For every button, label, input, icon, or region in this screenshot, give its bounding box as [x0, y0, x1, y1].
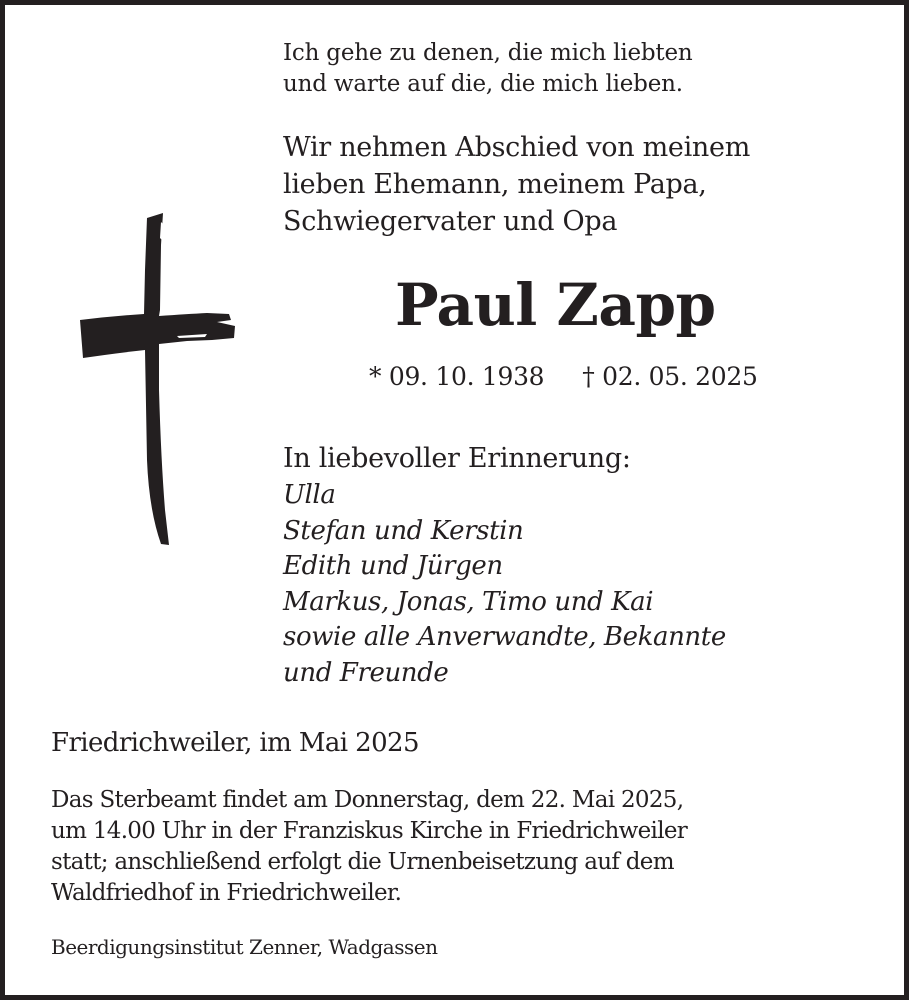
memory-heading: In liebevoller Erinnerung:: [283, 443, 631, 474]
deceased-name: Paul Zapp: [395, 271, 716, 339]
service-line: um 14.00 Uhr in der Franziskus Kirche in Friedrichweiler: [51, 818, 688, 844]
service-line: Das Sterbeamt findet am Donnerstag, dem 22. Mai 2025,: [51, 787, 684, 813]
cross-icon: [77, 210, 237, 550]
mourner-line: Markus, Jonas, Timo und Kai: [283, 586, 654, 617]
place-date: Friedrichweiler, im Mai 2025: [51, 728, 419, 758]
motto-verse: [283, 38, 692, 100]
death-date: † 02. 05. 2025: [582, 362, 758, 391]
mourners-list: [283, 478, 726, 691]
mourner-line: sowie alle Anverwandte, Bekannte: [283, 622, 726, 652]
intro-text: [283, 129, 750, 240]
intro-line: Schwiegervater und Opa: [283, 206, 618, 237]
intro-line: Wir nehmen Abschied von meinem: [283, 132, 751, 163]
mourner-line: Stefan und Kerstin: [283, 515, 524, 546]
intro-line: lieben Ehemann, meinem Papa,: [283, 169, 707, 200]
mourner-line: und Freunde: [283, 657, 449, 688]
motto-line: und warte auf die, die mich lieben.: [283, 71, 683, 97]
birth-date: * 09. 10. 1938: [369, 362, 545, 391]
service-info: [51, 785, 687, 909]
undertaker: Beerdigungsinstitut Zenner, Wadgassen: [51, 935, 438, 959]
mourner-line: Edith und Jürgen: [283, 551, 503, 581]
service-line: Waldfriedhof in Friedrichweiler.: [51, 880, 402, 906]
life-dates: [369, 360, 758, 394]
mourner-line: Ulla: [283, 480, 336, 510]
motto-line: Ich gehe zu denen, die mich liebten: [283, 40, 693, 66]
service-line: statt; anschließend erfolgt die Urnenbeisetzung auf dem: [51, 849, 674, 875]
